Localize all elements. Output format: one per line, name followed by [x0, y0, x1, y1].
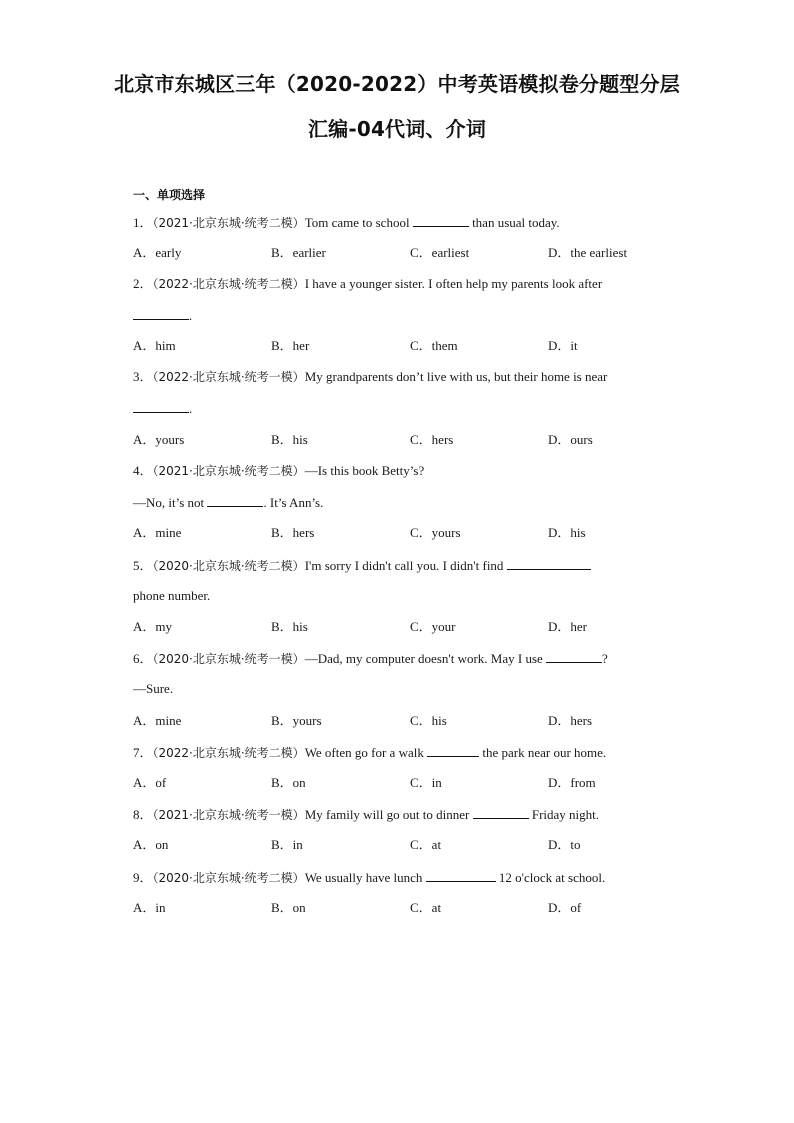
question-text: —Is this book Betty’s? — [304, 463, 425, 478]
question-source: （2020·北京东城·统考一模） — [152, 652, 305, 666]
option-d: D．from — [548, 775, 596, 790]
question-text: Friday night. — [528, 807, 600, 822]
question-8 — [133, 806, 599, 823]
question-text: My family will go out to dinner — [304, 807, 473, 822]
option-d: D．the earliest — [548, 245, 628, 260]
question-source: （2022·北京东城·统考一模） — [152, 370, 305, 384]
option-b: B．on — [271, 900, 306, 915]
option-b: B．on — [271, 775, 306, 790]
question-2-continued — [133, 307, 192, 324]
answer-blank — [427, 744, 479, 757]
answer-blank — [133, 307, 189, 320]
question-source: （2020·北京东城·统考二模） — [152, 559, 305, 573]
question-number: 1． — [133, 215, 153, 230]
question-number: 7． — [133, 745, 153, 760]
question-6-continued — [133, 681, 173, 697]
option-d: D．of — [548, 900, 582, 915]
option-c: C．hers — [410, 432, 454, 447]
question-text: ? — [602, 651, 608, 666]
question-2 — [133, 276, 602, 292]
option-c: C．his — [410, 713, 447, 728]
option-a: A．him — [133, 338, 176, 353]
option-d: D．his — [548, 525, 586, 540]
option-c: C．yours — [410, 525, 461, 540]
question-number: 2． — [133, 276, 153, 291]
option-d: D．ours — [548, 432, 593, 447]
question-number: 3． — [133, 369, 153, 384]
question-source: （2022·北京东城·统考二模） — [152, 746, 305, 760]
question-3 — [133, 369, 607, 385]
question-text: —No, it’s not — [133, 495, 208, 510]
option-d: D．hers — [548, 713, 593, 728]
option-b: B．his — [271, 432, 308, 447]
question-6 — [133, 650, 608, 667]
question-source: （2021·北京东城·统考二模） — [152, 216, 305, 230]
option-c: C．at — [410, 900, 442, 915]
question-1 — [133, 214, 560, 231]
question-text: . — [189, 401, 193, 416]
question-4 — [133, 463, 424, 479]
question-text: Tom came to school — [304, 215, 413, 230]
option-b: B．his — [271, 619, 308, 634]
option-a: A．mine — [133, 525, 182, 540]
question-text: the park near our home. — [479, 745, 607, 760]
option-a: A．of — [133, 775, 167, 790]
question-text: My grandparents don’t live with us, but their home is near — [304, 369, 608, 384]
section-heading: 一、单项选择 — [133, 188, 206, 202]
answer-blank — [507, 557, 591, 570]
question-source: （2020·北京东城·统考二模） — [152, 871, 305, 885]
question-text: —Dad, my computer doesn't work. May I use — [304, 651, 547, 666]
question-source: （2021·北京东城·统考二模） — [152, 464, 305, 478]
option-b: B．hers — [271, 525, 315, 540]
question-number: 6． — [133, 651, 153, 666]
question-text: . — [189, 308, 193, 323]
option-c: C．at — [410, 837, 442, 852]
question-7 — [133, 744, 606, 761]
option-b: B．earlier — [271, 245, 326, 260]
option-a: A．on — [133, 837, 169, 852]
question-number: 8． — [133, 807, 153, 822]
option-a: A．my — [133, 619, 173, 634]
option-a: A．early — [133, 245, 182, 260]
option-d: D．it — [548, 338, 578, 353]
question-text: We usually have lunch — [304, 870, 426, 885]
question-text: I have a younger sister. I often help my parents look after — [304, 276, 603, 291]
question-source: （2021·北京东城·统考一模） — [152, 808, 305, 822]
answer-blank — [473, 806, 529, 819]
question-3-continued — [133, 400, 192, 417]
question-source: （2022·北京东城·统考二模） — [152, 277, 305, 291]
option-c: C．your — [410, 619, 456, 634]
option-d: D．to — [548, 837, 581, 852]
option-c: C．them — [410, 338, 458, 353]
question-text: We often go for a walk — [304, 745, 428, 760]
option-c: C．earliest — [410, 245, 470, 260]
question-text: phone number. — [133, 588, 211, 603]
question-5 — [133, 557, 591, 574]
document-title-line-2: 汇编-04代词、介词 — [307, 117, 487, 141]
answer-blank — [426, 869, 496, 882]
question-9 — [133, 869, 605, 886]
question-text: —Sure. — [133, 681, 174, 696]
option-b: B．in — [271, 837, 303, 852]
option-a: A．in — [133, 900, 166, 915]
question-text: 12 o'clock at school. — [495, 870, 606, 885]
answer-blank — [546, 650, 602, 663]
option-b: B．yours — [271, 713, 322, 728]
question-number: 5． — [133, 558, 153, 573]
question-text: . It’s Ann’s. — [263, 495, 324, 510]
question-text: I'm sorry I didn't call you. I didn't find — [304, 558, 507, 573]
option-b: B．her — [271, 338, 310, 353]
question-4-continued — [133, 494, 323, 511]
answer-blank — [207, 494, 263, 507]
option-d: D．her — [548, 619, 587, 634]
question-number: 4． — [133, 463, 153, 478]
question-text: than usual today. — [468, 215, 560, 230]
question-5-continued — [133, 588, 210, 604]
document-title-line-1: 北京市东城区三年（2020-2022）中考英语模拟卷分题型分层 — [114, 72, 680, 96]
option-a: A．mine — [133, 713, 182, 728]
answer-blank — [133, 400, 189, 413]
option-a: A．yours — [133, 432, 185, 447]
question-number: 9． — [133, 870, 153, 885]
option-c: C．in — [410, 775, 442, 790]
answer-blank — [413, 214, 469, 227]
